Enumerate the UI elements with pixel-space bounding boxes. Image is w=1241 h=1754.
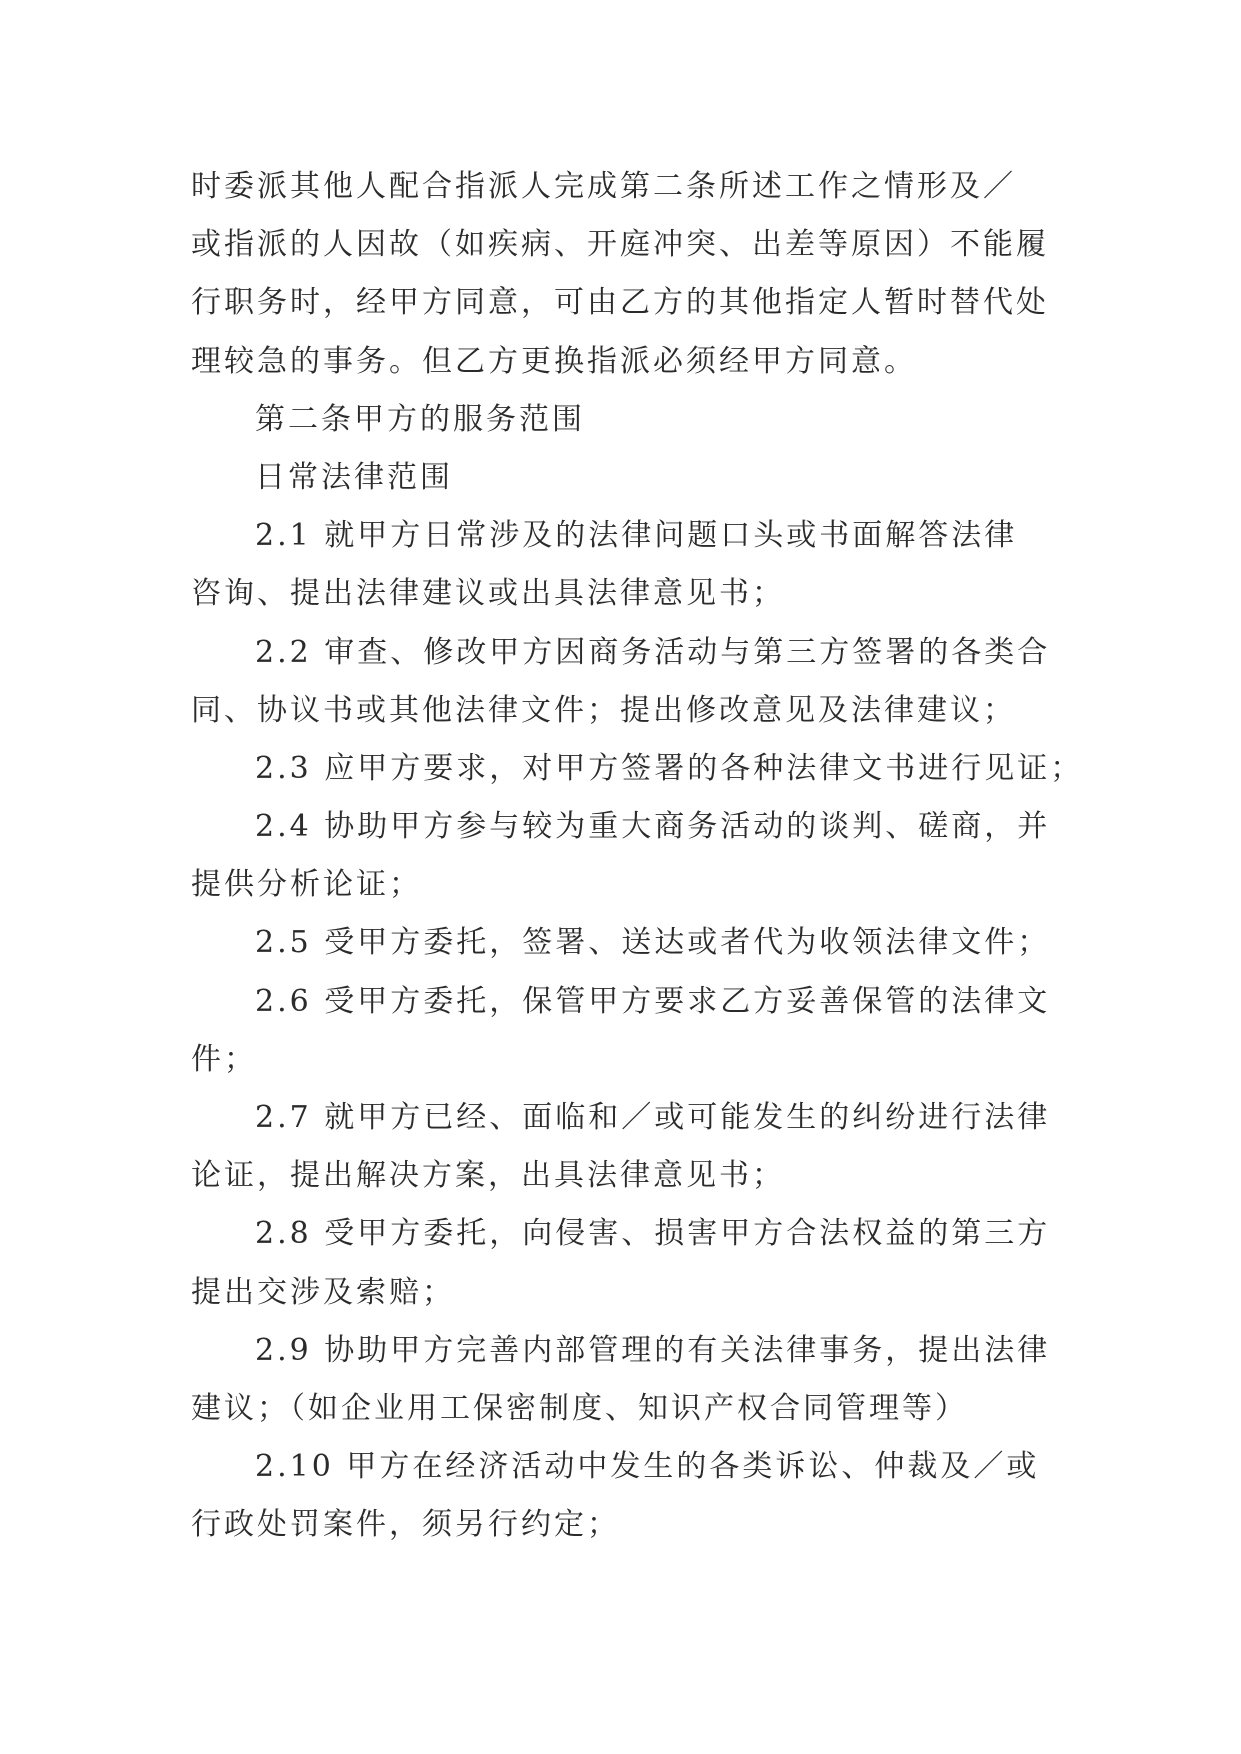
text-line: 时委派其他人配合指派人完成第二条所述工作之情形及／	[191, 169, 1016, 204]
text-line: 2.10 甲方在经济活动中发生的各类诉讼、仲裁及／或	[255, 1449, 1040, 1485]
text-line: 行职务时，经甲方同意，可由乙方的其他指定人暂时替代处	[191, 285, 1049, 321]
text-line: 2.4 协助甲方参与较为重大商务活动的谈判、磋商，并	[255, 809, 1051, 845]
text-line: 理较急的事务。但乙方更换指派必须经甲方同意。	[191, 343, 917, 379]
text-line: 行政处罚案件，须另行约定；	[191, 1507, 620, 1543]
text-line: 提出交涉及索赔；	[191, 1274, 455, 1310]
text-line: 2.1 就甲方日常涉及的法律问题口头或书面解答法律	[255, 518, 1018, 554]
text-line: 建议；（如企业用工保密制度、知识产权合同管理等）	[191, 1390, 968, 1426]
text-line: 咨询、提出法律建议或出具法律意见书；	[191, 576, 785, 612]
text-line: 2.6 受甲方委托，保管甲方要求乙方妥善保管的法律文	[255, 983, 1051, 1019]
text-line: 2.3 应甲方要求，对甲方签署的各种法律文书进行见证；	[255, 750, 1084, 786]
text-line: 2.9 协助甲方完善内部管理的有关法律事务，提出法律	[255, 1332, 1051, 1368]
text-line: 2.2 审查、修改甲方因商务活动与第三方签署的各类合	[255, 634, 1051, 670]
text-line: 或指派的人因故（如疾病、开庭冲突、出差等原因）不能履	[191, 227, 1049, 263]
text-line: 2.7 就甲方已经、面临和／或可能发生的纠纷进行法律	[255, 1100, 1051, 1135]
document-body	[191, 158, 1084, 1555]
text-line: 2.5 受甲方委托，签署、送达或者代为收领法律文件；	[255, 925, 1051, 961]
text-line: 同、协议书或其他法律文件；提出修改意见及法律建议；	[191, 692, 1016, 728]
text-line: 第二条甲方的服务范围	[255, 401, 585, 437]
text-line: 提供分析论证；	[191, 867, 422, 903]
text-line: 2.8 受甲方委托，向侵害、损害甲方合法权益的第三方	[255, 1216, 1051, 1252]
text-line: 日常法律范围	[255, 459, 453, 495]
text-line: 论证，提出解决方案，出具法律意见书；	[191, 1158, 785, 1194]
text-line: 件；	[191, 1041, 257, 1077]
